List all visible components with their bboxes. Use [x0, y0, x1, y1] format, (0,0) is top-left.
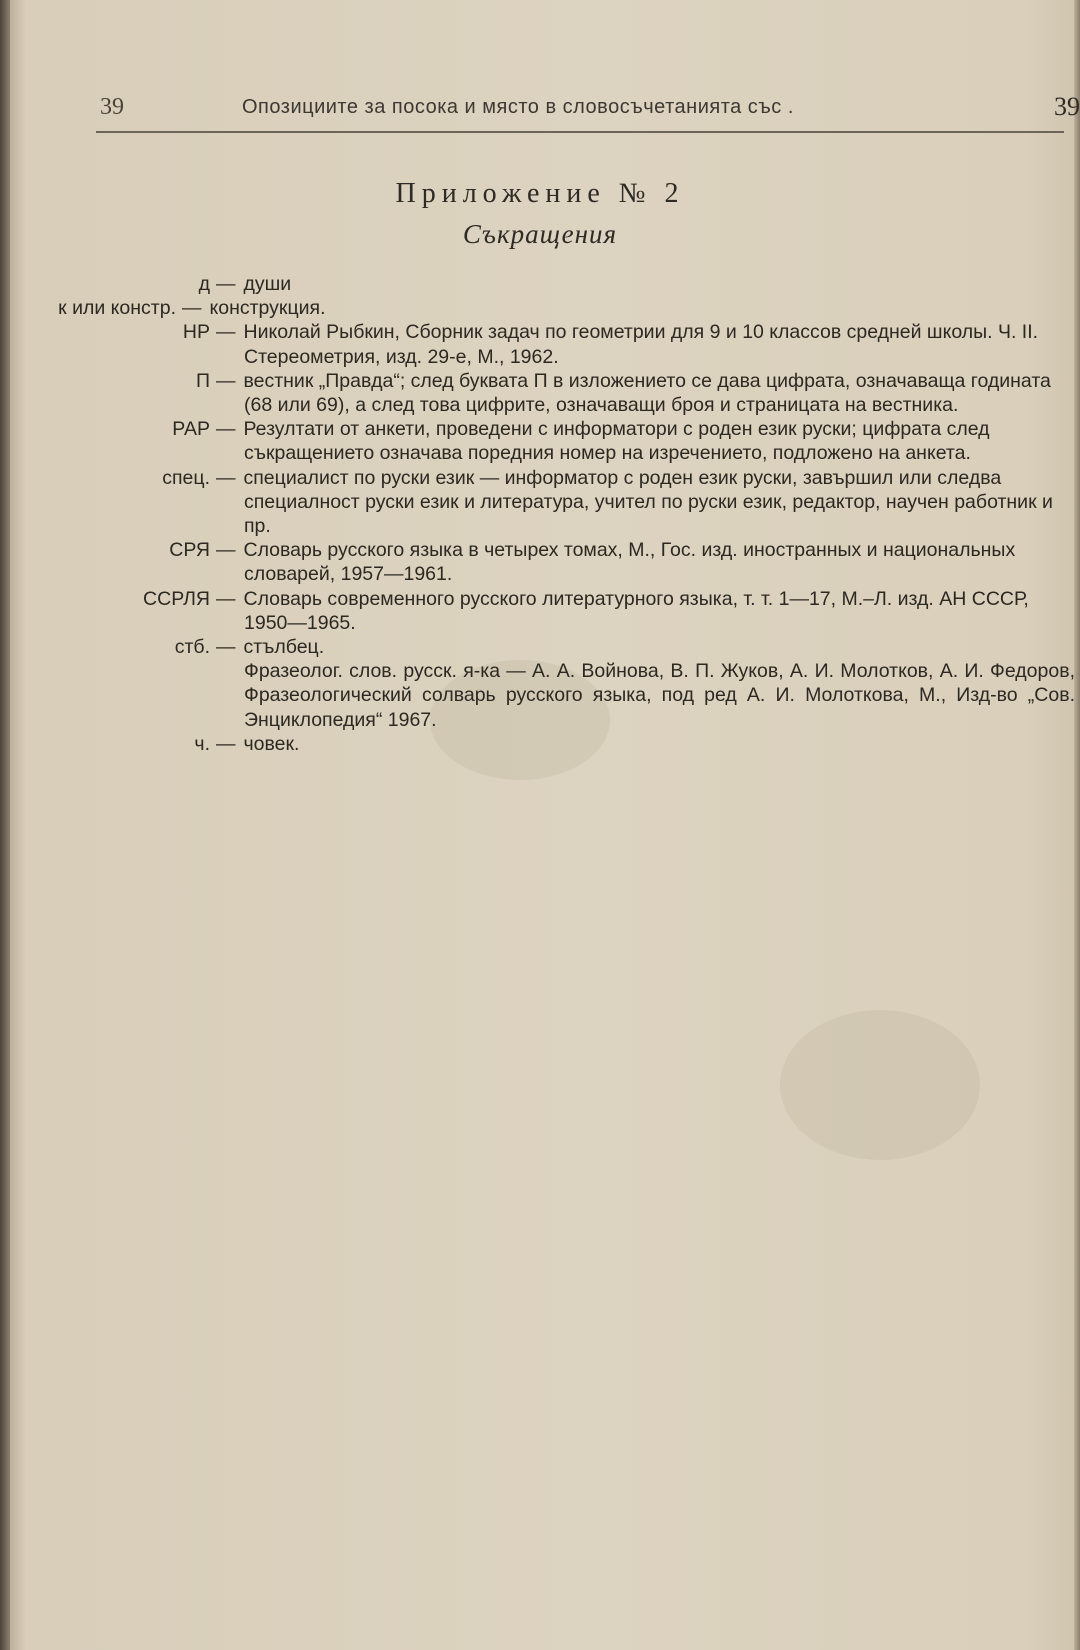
entry-dash: — — [216, 321, 236, 344]
abbreviation-definition: конструкция. — [209, 297, 326, 320]
abbreviation-term: ч. — [194, 732, 210, 755]
abbreviation-definition: човек. — [243, 732, 300, 755]
abbreviation-term: П — [195, 369, 210, 392]
abbreviation-entry — [100, 659, 1075, 732]
running-head-title: Опозициите за посока и място в словосъчетанията със . — [242, 96, 794, 118]
entry-dash: — — [216, 466, 236, 489]
abbreviation-entry — [100, 587, 1075, 635]
abbreviation-entry: к или констр. — конструкция. — [58, 297, 326, 320]
abbreviation-definition: вестник „Правда“; след буквата П в изложението се дава цифрата, означаваща годината (68 или 69), а след това цифрите, означаващи броя и страницата на вестника. — [243, 369, 1051, 417]
entry-dash: — — [216, 732, 236, 755]
abbreviation-term: СРЯ — [169, 539, 210, 562]
abbreviation-term: РАР — [172, 418, 210, 441]
abbreviation-definition: Резултати от анкети, проведени с информатори с роден език руски; цифрата след съкращението означава поредния номер на изречението, подложено на анкета. — [243, 418, 990, 465]
abbreviation-definition: Словарь русского языка в четырех томах, М., Гос. изд. иностранных и национальных словарей, 1957—1961. — [243, 539, 1016, 586]
abbreviation-definition: души — [243, 273, 292, 295]
header-rule — [96, 131, 1064, 133]
appendix-subtitle: Съкращения — [462, 219, 618, 249]
page-number-left: 39 — [100, 94, 124, 120]
abbreviation-entry — [100, 369, 1075, 417]
abbreviation-entry — [100, 320, 1075, 368]
abbreviation-term: ССРЛЯ — [143, 587, 210, 610]
entry-dash: — — [216, 636, 236, 659]
entry-dash: — — [182, 297, 202, 320]
abbreviation-term: д — [198, 273, 210, 295]
entry-dash: — — [216, 273, 236, 295]
entry-dash: — — [216, 539, 236, 562]
abbreviation-definition: Словарь современного русского литературного языка, т. т. 1—17, М.–Л. изд. АН СССР, 1950—1965. — [243, 587, 1029, 634]
abbreviation-entry — [100, 732, 1075, 756]
abbreviation-entry — [100, 538, 1075, 586]
running-head — [96, 88, 1080, 128]
entry-dash: — — [216, 369, 236, 392]
abbreviations-list — [58, 272, 1075, 756]
abbreviation-term: НР — [182, 321, 210, 344]
paper-stain — [780, 1010, 980, 1160]
abbreviation-definition: специалист по руски език — информатор с роден език руски, завършил или следва специалност руски език и литература, учител по руски език, редактор, научен работник и пр. — [243, 466, 1053, 538]
abbreviation-entry — [100, 635, 1075, 659]
entry-dash: — — [216, 418, 236, 441]
abbreviation-definition: Николай Рыбкин, Сборник задач по геометрии для 9 и 10 классов средней школы. Ч. II. Стереометрия, изд. 29-е, М., 1962. — [243, 321, 1039, 368]
abbreviation-definition: Фразеолог. слов. русск. я-ка — А. А. Войнова, В. П. Жуков, А. И. Молотков, А. И. Федоров, Фразеологический солварь русского языка, под ред А. И. Молоткова, М., Изд-во „Сов. Энциклопедия“ 1967. — [244, 660, 1075, 731]
page-number-right: 39 — [1054, 92, 1080, 121]
abbreviation-entry — [100, 272, 1075, 296]
abbreviation-term: стб. — [174, 636, 210, 659]
abbreviation-definition: стълбец. — [243, 636, 325, 659]
abbreviation-entry — [100, 417, 1075, 465]
abbreviation-entry — [100, 466, 1075, 539]
abbreviation-term: спец. — [162, 466, 210, 489]
appendix-title: Приложение № 2 — [395, 178, 685, 209]
entry-dash: — — [216, 587, 236, 610]
